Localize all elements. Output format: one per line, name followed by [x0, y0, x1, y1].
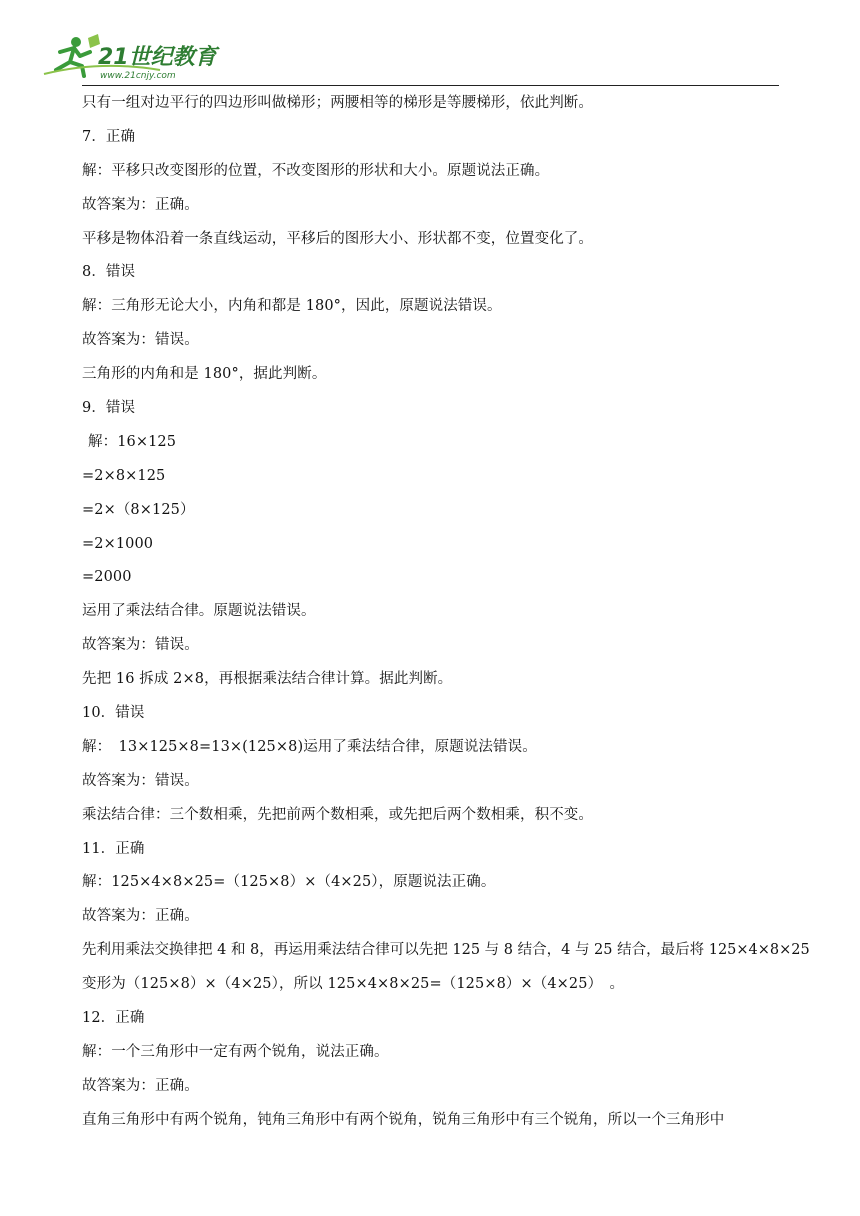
- text-line: 三角形的内角和是 180°，据此判断。: [82, 366, 327, 383]
- text-line: 故答案为：正确。: [82, 908, 199, 925]
- logo-text: 21世纪教育: [98, 45, 217, 70]
- text-line: 平移是物体沿着一条直线运动，平移后的图形大小、形状都不变，位置变化了。: [82, 230, 593, 247]
- text-line: =2×8×125: [82, 467, 166, 484]
- document-body: [82, 87, 810, 1138]
- text-line: 运用了乘法结合律。原题说法错误。: [82, 603, 316, 620]
- text-line: 10．错误: [82, 705, 145, 722]
- text-line: 9．错误: [82, 400, 136, 417]
- text-line: 故答案为：错误。: [82, 332, 199, 349]
- text-line: 只有一组对边平行的四边形叫做梯形；两腰相等的梯形是等腰梯形，依此判断。: [82, 95, 593, 111]
- text-line: =2000: [82, 569, 132, 586]
- text-line: 解：平移只改变图形的位置，不改变图形的形状和大小。原题说法正确。: [82, 162, 550, 179]
- text-line: 7．正确: [82, 128, 136, 145]
- text-line: 解：16×125: [88, 433, 177, 450]
- text-line: 先把 16 拆成 2×8，再根据乘法结合律计算。据此判断。: [82, 671, 453, 688]
- logo: [40, 30, 230, 84]
- text-line: 解：一个三角形中一定有两个锐角，说法正确。: [82, 1043, 389, 1060]
- text-line: 12．正确: [82, 1010, 145, 1027]
- text-line: 解： 13×125×8=13×(125×8)运用了乘法结合律，原题说法错误。: [82, 738, 537, 755]
- text-line: =2×1000: [82, 535, 154, 552]
- text-line: 变形为（125×8）×（4×25），所以 125×4×8×25=（125×8）×（4×25） 。: [82, 976, 625, 993]
- header-divider: [82, 85, 779, 86]
- logo-graphic: [40, 30, 230, 84]
- text-line: 乘法结合律：三个数相乘，先把前两个数相乘，或先把后两个数相乘，积不变。: [82, 806, 593, 823]
- page-header: [0, 0, 860, 90]
- text-line: 8．错误: [82, 264, 136, 281]
- text-line: 故答案为：错误。: [82, 637, 199, 654]
- text-line: =2×（8×125）: [82, 501, 195, 518]
- text-line: 直角三角形中有两个锐角，钝角三角形中有两个锐角，锐角三角形中有三个锐角，所以一个三角形中: [82, 1111, 725, 1128]
- text-line: 先利用乘法交换律把 4 和 8，再运用乘法结合律可以先把 125 与 8 结合，4 与 25 结合，最后将 125×4×8×25: [82, 942, 810, 959]
- text-line: 解：三角形无论大小，内角和都是 180°，因此，原题说法错误。: [82, 298, 502, 315]
- logo-url: www.21cnjy.com: [100, 71, 176, 81]
- text-line: 解：125×4×8×25=（125×8）×（4×25），原题说法正确。: [82, 874, 496, 891]
- text-line: 故答案为：正确。: [82, 196, 199, 213]
- text-line: 11．正确: [82, 840, 145, 857]
- text-line: 故答案为：正确。: [82, 1077, 199, 1094]
- text-line: 故答案为：错误。: [82, 772, 199, 789]
